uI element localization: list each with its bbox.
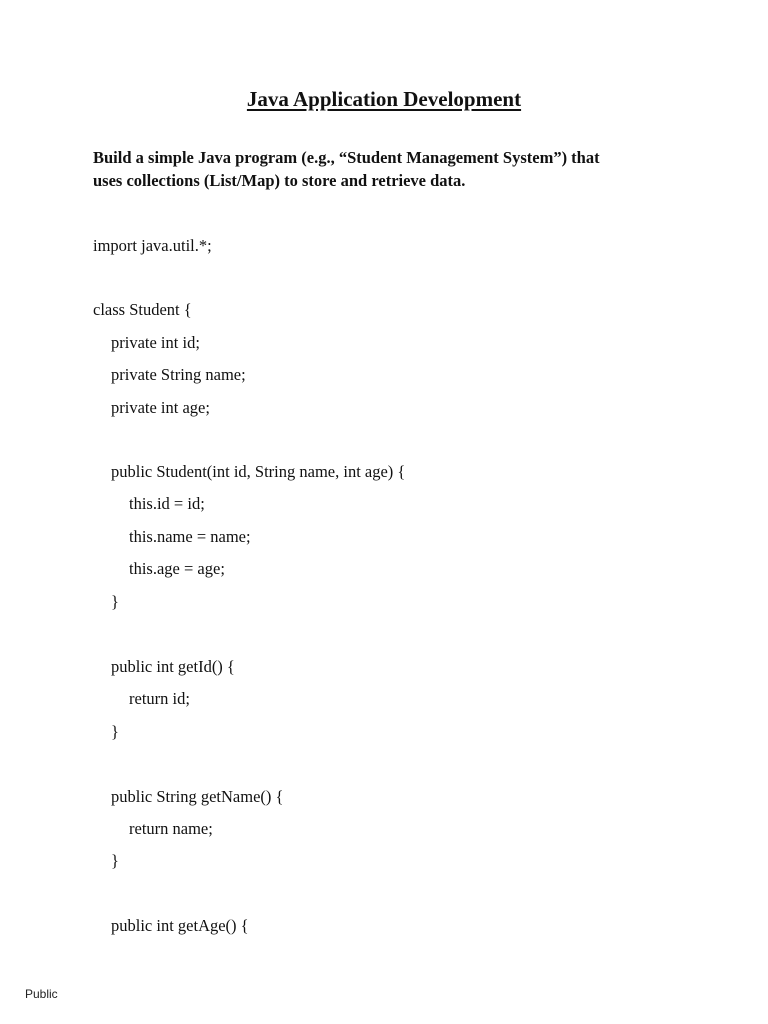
code-line: } [111,592,119,611]
code-line: } [111,722,119,741]
code-line: return name; [129,819,213,838]
code-line: public int getAge() { [111,916,249,935]
code-line: private int id; [111,333,200,352]
task-line: uses collections (List/Map) to store and retrieve data. [93,171,466,190]
code-line: } [111,851,119,870]
task-line: Build a simple Java program (e.g., “Student Management System”) that [93,148,600,167]
code-line: private String name; [111,365,246,384]
code-line: this.age = age; [129,559,225,578]
code-line: return id; [129,689,190,708]
code-line: private int age; [111,398,210,417]
code-line: import java.util.*; [93,236,212,255]
task-description [93,146,693,192]
document-title: Java Application Development [246,87,522,111]
code-line: this.name = name; [129,527,251,546]
classification-label: Public [25,987,58,1001]
code-line: public int getId() { [111,657,235,676]
code-line: public String getName() { [111,787,284,806]
code-line: this.id = id; [129,494,205,513]
code-line: public Student(int id, String name, int age) { [111,462,406,481]
code-line: class Student { [93,300,192,319]
